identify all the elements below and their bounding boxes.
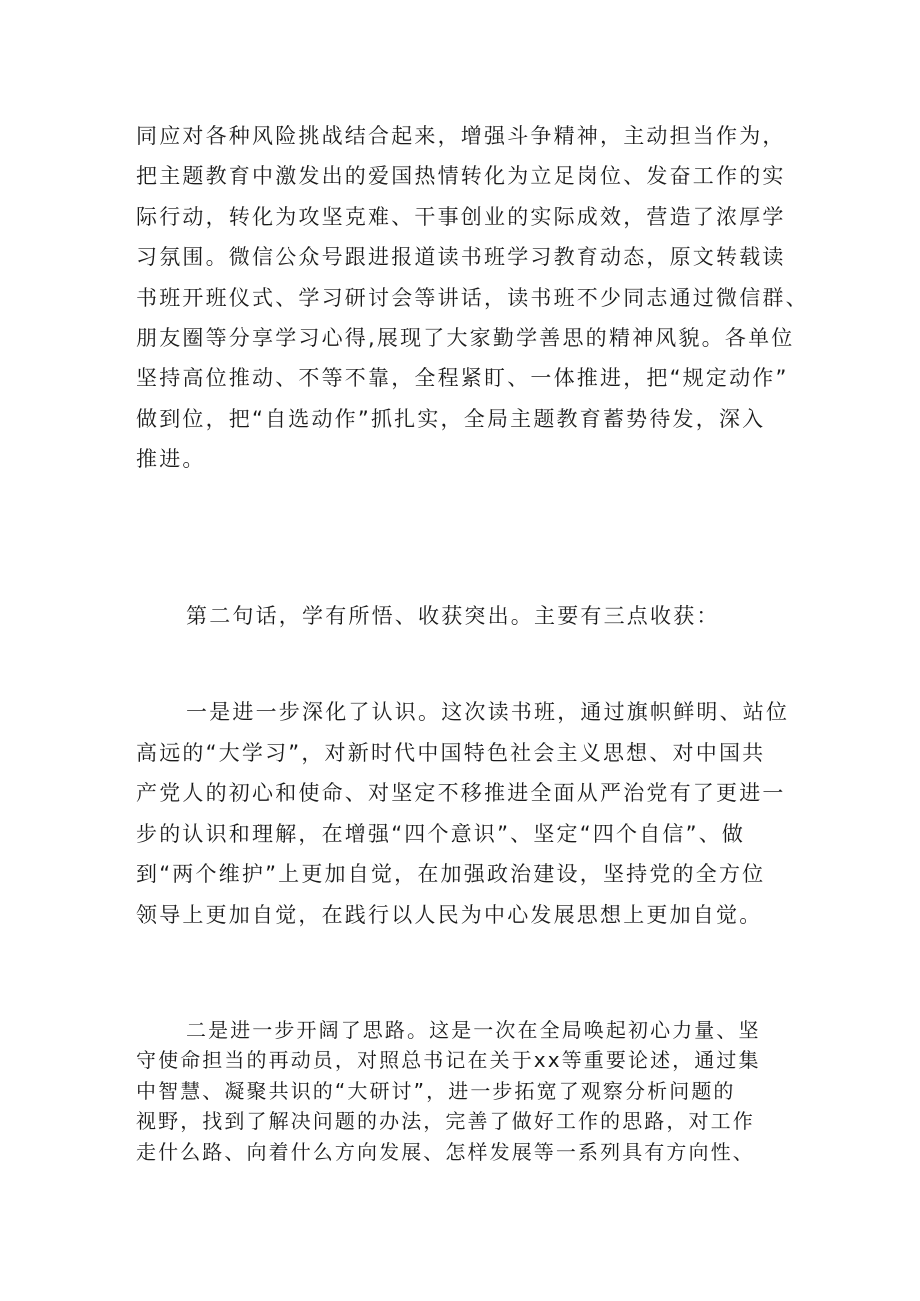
- text-line: 到“两个维护”上更加自觉，在加强政治建设，坚持党的全方位: [136, 862, 766, 886]
- text-line: 高远的“大学习”，对新时代中国特色社会主义思想、对中国共: [136, 740, 766, 765]
- text-line: 走什么路、向着什么方向发展、怎样发展等一系列具有方向性、: [136, 1139, 755, 1164]
- text-line: 一是进一步深化了认识。这次读书班，通过旗帜鲜明、站位: [186, 700, 790, 724]
- text-line: 书班开班仪式、学习研讨会等讲话，读书班不少同志通过微信群、: [136, 285, 809, 310]
- text-line: 领导上更加自觉，在践行以人民为中心发展思想上更加自觉。: [136, 902, 763, 927]
- text-line: 际行动，转化为攻坚克难、干事创业的实际成效，营造了浓厚学: [136, 204, 786, 229]
- text-line: 中智慧、凝聚共识的“大研讨”，进一步拓宽了观察分析问题的: [136, 1078, 736, 1103]
- text-line: 把主题教育中激发出的爱国热情转化为立足岗位、发奋工作的实: [136, 164, 786, 189]
- text-line: 做到位，把“自选动作”抓扎实，全局主题教育蓄势待发，深入: [136, 406, 766, 431]
- text-line: 第二句话，学有所悟、收获突出。主要有三点收获：: [186, 604, 720, 628]
- paragraph-point-one: [136, 692, 796, 935]
- text-line: 步的认识和理解，在增强“四个意识”、坚定“四个自信”、做: [136, 821, 746, 846]
- text-line: 习氛围。微信公众号跟进报道读书班学习教育动态，原文转载读: [136, 245, 786, 270]
- paragraph-continuation: [136, 116, 809, 480]
- text-line: 产党人的初心和使命、对坚定不移推进全面从严治党有了更进一: [136, 781, 786, 805]
- text-line: 二是进一步开阔了思路。这是一次在全局唤起初心力量、坚: [186, 1018, 761, 1042]
- text-line: 守使命担当的再动员，对照总书记在关于xx等重要论述，通过集: [136, 1048, 761, 1073]
- text-line: 坚持高位推动、不等不靠，全程紧盯、一体推进，把“规定动作”: [136, 366, 789, 391]
- text-line: 视野，找到了解决问题的办法，完善了做好工作的思路，对工作: [136, 1109, 755, 1134]
- text-line: 推进。: [136, 447, 206, 472]
- paragraph-point-two: [136, 1015, 796, 1167]
- text-line: 朋友圈等分享学习心得,展现了大家勤学善思的精神风貌。各单位: [136, 326, 795, 351]
- paragraph-section-heading: [136, 596, 796, 636]
- text-line: 同应对各种风险挑战结合起来，增强斗争精神，主动担当作为，: [136, 124, 786, 148]
